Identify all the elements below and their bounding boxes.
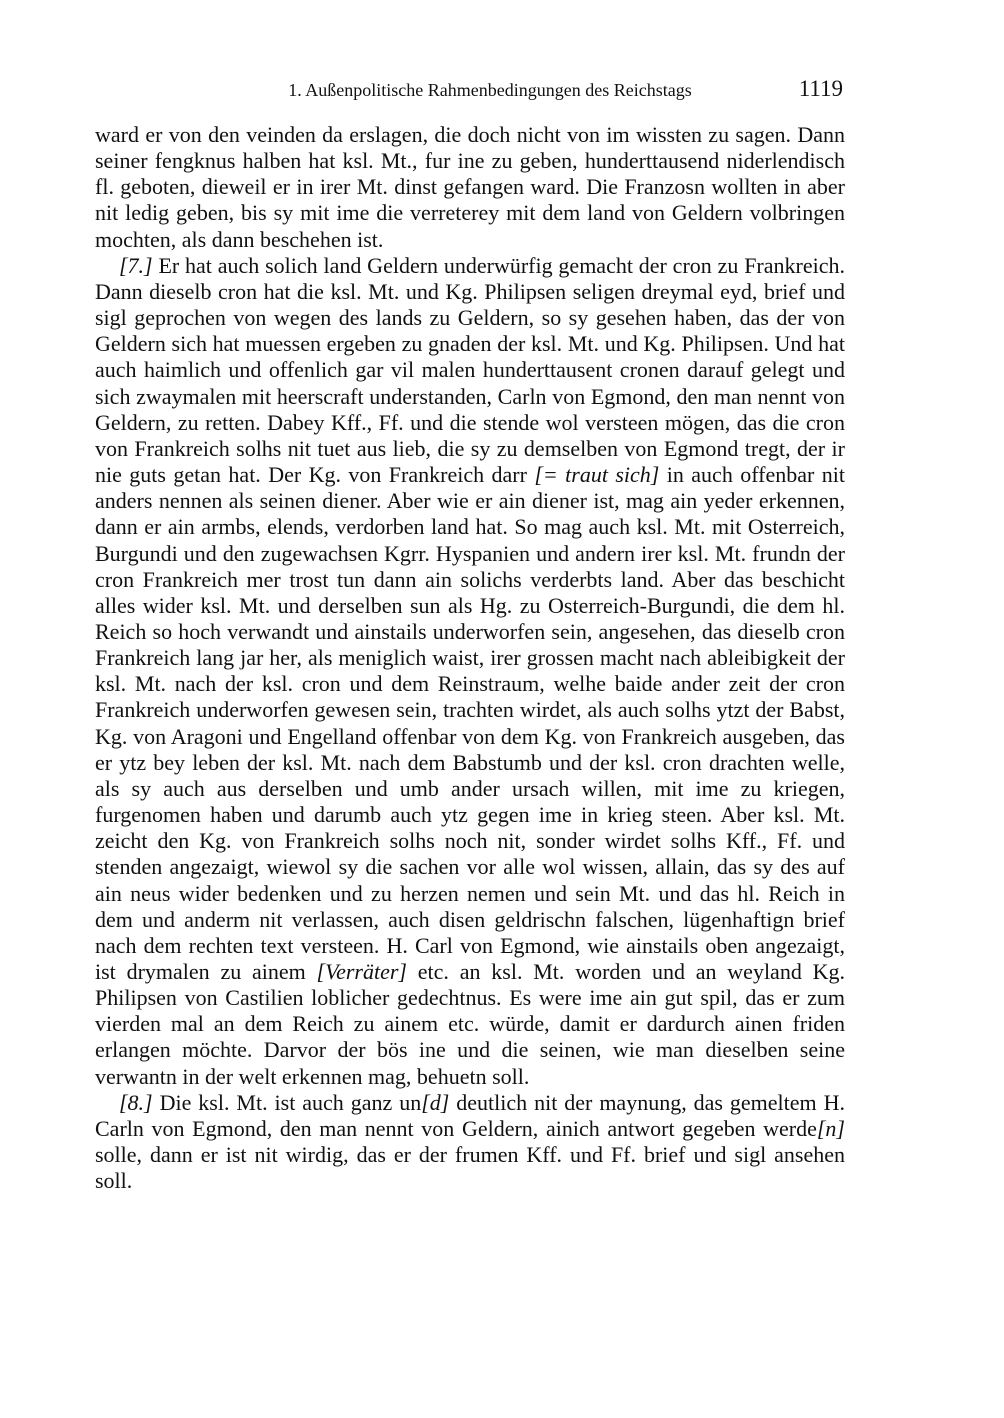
document-page [95,78,845,1194]
editorial-insertion: [d] [421,1089,450,1115]
editorial-insertion: [Verräter] [316,959,407,984]
paragraph [95,253,845,1090]
text-segment: solle, dann er ist nit wirdig, das er der frumen Kff. und Ff. brief und sigl ansehen soll. [95,1142,845,1194]
text-segment: ward er von den veinden da erslagen, die doch nicht von im wissten zu sagen. Dann seiner fengknus halben hat ksl. Mt., fur ine zu geben, hunderttausend niderlendisch fl. geboten, dieweil er in irer Mt. dinst gefangen ward. Die Franzosn wollten in aber nit ledig geben, bis sy mit ime die verreterey mit dem land von Geldern volbringen mochten, als dann beschehen ist. [95,122,845,252]
text-segment: Die ksl. Mt. ist auch ganz un [152,1089,422,1115]
paragraph [95,122,845,253]
editorial-insertion: [7.] [119,252,153,278]
page-header [95,78,845,106]
editorial-insertion: [n] [816,1115,845,1141]
text-segment: Er hat auch solich land Geldern underwürfig gemacht der cron zu Frankreich. Dann dieselb cron hat die ksl. Mt. und Kg. Philipsen seligen dreymal eyd, brief und sigl geprochen von wegen des lands zu Geldern, so sy gesehen haben, das der von Geldern sich hat muessen ergeben zu gnaden der ksl. Mt. und Kg. Philipsen. Und hat auch haimlich und offenlich gar vil malen hunderttausent cronen darauf gelegt und sich zwaymalen mit heerscraft understanden, Carln von Egmond, den man nennt von Geldern, zu retten. Dabey Kff., Ff. und die stende wol versteen mögen, das die cron von Frankreich solhs nit tuet aus lieb, die sy zu demselben von Egmond tregt, der ir nie guts getan hat. Der Kg. von Frankreich darr [95,252,845,488]
editorial-insertion: [= traut sich] [534,462,660,488]
running-title: 1. Außenpolitische Rahmenbedingungen des Reichstags [288,80,692,100]
text-segment: in auch offenbar nit anders nennen als seinen diener. Aber wie er ain diener ist, mag ain yeder erkennen, dann er ain armbs, elends, verdorben land hat. So mag auch ksl. Mt. mit Osterreich, Burgundi und den zugewachsen Kgrr. Hyspanien und andern irer ksl. Mt. frundn der cron Frankreich mer trost tun dann ain solichs verderbts land. Aber das beschicht alles wider ksl. Mt. und derselben sun als Hg. zu Osterreich-Burgundi, die dem hl. Reich so hoch verwandt und ainstails underworfen sein, angesehen, das dieselb cron Frankreich lang jar her, als meniglich waist, irer grossen macht nach ableibigkeit der ksl. Mt. nach der ksl. cron und dem Reinstraum, welhe baide ander zeit der cron Frankreich underworfen gewesen sein, trachten wirdet, als auch solhs ytzt der Babst, Kg. von Aragoni und Engelland offenbar von dem Kg. von Frankreich ausgeben, das er ytz bey leben der ksl. Mt. nach dem Babstumb und der ksl. cron drachten welle, als sy auch aus derselben und umb ander ursach willen, mit ime zu kriegen, furgenomen haben und darumb auch ytz gegen ime in krieg steen. Aber ksl. Mt. zeicht den Kg. von Frankreich solhs noch nit, sonder wirdet solhs Kff., Ff. und stenden angezaigt, wiewol sy die sachen vor alle wol wissen, allain, das sy des auf ain neus wider bedenken und zu herzen nemen und sein Mt. und das hl. Reich in dem und anderm nit verlassen, auch disen geldrischn falschen, lügenhaftign brief nach dem rechten text versteen. H. Carl von Egmond, wie ainstails oben angezaigt, ist drymalen zu ainem [95,462,845,984]
text-segment: deutlich nit der maynung, das gemeltem H. Carln von Egmond, den man nennt von Geldern, ainich antwort gegeben werde [95,1089,845,1141]
text-segment: etc. an ksl. Mt. worden und an weyland Kg. Philipsen von Castilien loblicher gedechtnus. Es were ime ain gut spil, das er zum vierden mal an dem Reich zu ainem etc. würde, damit er dardurch ainen friden erlangen möchte. Darvor der bös ine und die seinen, wie man dieselben seine verwantn in der welt erkennen mag, behuetn soll. [95,959,845,1089]
body-text [95,122,845,1194]
paragraph [95,1090,845,1195]
editorial-insertion: [8.] [119,1089,153,1115]
page-number: 1119 [798,76,843,101]
